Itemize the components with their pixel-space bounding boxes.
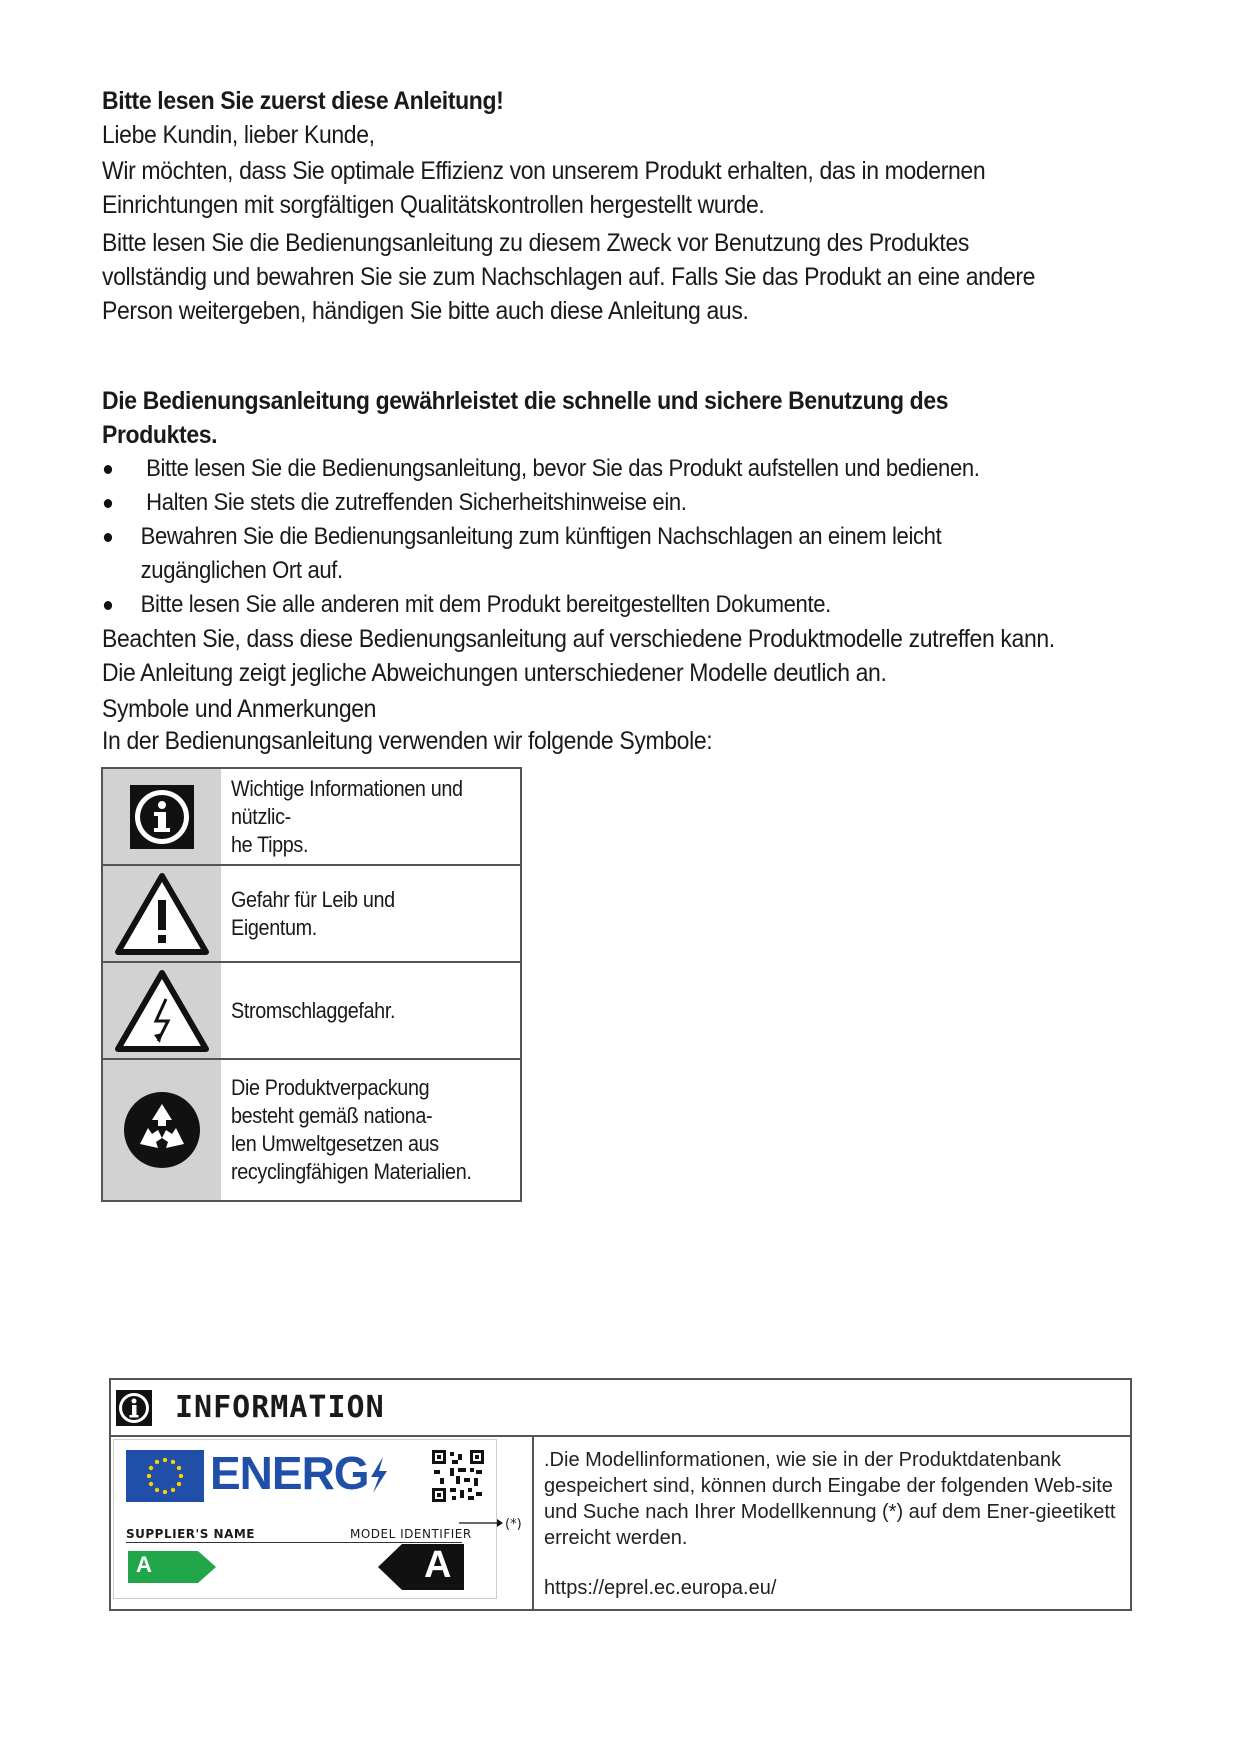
manual-note: Beachten Sie, dass diese Bedienungsanleitung auf verschiedene Produktmodelle zutreffen kann. Die Anleitung zeigt jegliche Abweichungen unterschiedener Modelle deutlich an. — [102, 625, 1055, 687]
recycling-icon — [103, 1060, 221, 1200]
asterisk-marker: (*) — [505, 1517, 522, 1532]
list-item: Halten Sie stets die zutreffenden Sicherheitshinweise ein. — [102, 486, 1059, 520]
symbols-intro: In der Bedienungsanleitung verwenden wir folgende Symbole: — [102, 727, 713, 755]
info-icon — [115, 1389, 153, 1427]
energy-brand: ENERG — [210, 1446, 389, 1500]
manual-heading: Die Bedienungsanleitung gewährleistet die schnelle und sichere Benutzung des Produktes. — [102, 387, 949, 449]
manual-section — [102, 384, 1059, 690]
qr-code-icon — [432, 1450, 484, 1502]
symbol-description: Stromschlaggefahr. — [231, 997, 396, 1023]
symbols-table — [101, 767, 522, 1202]
list-item: Bewahren Sie die Bedienungsanleitung zum künftigen Nachschlagen an einem leicht zugänglichen Ort auf. — [102, 520, 1059, 588]
intro-paragraph-1: Wir möchten, dass Sie optimale Effizienz von unserem Produkt erhalten, das in modernen Einrichtungen mit sorgfältigen Qualitätskontrollen hergestellt wurde. — [102, 157, 986, 219]
energy-label — [113, 1439, 497, 1599]
warning-icon — [103, 866, 221, 961]
electric-shock-icon — [103, 963, 221, 1058]
eprel-link[interactable]: https://eprel.ec.europa.eu/ — [544, 1577, 777, 1599]
table-row — [103, 866, 520, 963]
intro-paragraph-2: Bitte lesen Sie die Bedienungsanleitung zu diesem Zweck vor Benutzung des Produktes vollständig und bewahren Sie sie zum Nachschlagen auf. Falls Sie das Produkt an eine andere Person weitergeben, händigen Sie bitte auch diese Anleitung aus. — [102, 229, 1036, 325]
table-row — [103, 1060, 520, 1200]
arrow-icon — [459, 1517, 503, 1529]
information-text-section — [534, 1437, 1130, 1611]
list-item: Bitte lesen Sie die Bedienungsanleitung, bevor Sie das Produkt aufstellen und bedienen. — [102, 452, 1059, 486]
information-header — [111, 1380, 1130, 1437]
table-row — [103, 963, 520, 1060]
model-identifier: MODEL IDENTIFIER — [350, 1527, 472, 1541]
symbol-description: Gefahr für Leib und Eigentum. — [231, 886, 395, 940]
symbol-description: Wichtige Informationen und nützlic- he Tipps. — [231, 775, 463, 857]
information-title: INFORMATION — [175, 1390, 385, 1425]
energy-class-small: A — [136, 1552, 152, 1577]
salutation: Liebe Kundin, lieber Kunde, — [102, 121, 375, 149]
symbols-section — [102, 692, 1059, 758]
supplier-name: SUPPLIER'S NAME — [126, 1527, 255, 1541]
symbol-description: Die Produktverpackung besteht gemäß nationa- len Umweltgesetzen aus recyclingfähigen Materialien. — [231, 1075, 472, 1184]
divider — [126, 1542, 462, 1543]
energy-label-section — [111, 1437, 534, 1611]
symbols-title: Symbole und Anmerkungen — [102, 695, 377, 723]
list-item: Bitte lesen Sie alle anderen mit dem Produkt bereitgestellten Dokumente. — [102, 588, 1059, 622]
manual-bullets — [102, 452, 1059, 622]
energy-class-big: A — [424, 1544, 452, 1586]
eu-flag-icon — [126, 1450, 204, 1502]
information-text: .Die Modellinformationen, wie sie in der Produktdatenbank gespeichert sind, können durch Eingabe der folgenden Web-site und Suche nach Ihrer Modellkennung (*) auf dem Ener-gieetikett erreicht werden. — [544, 1449, 1116, 1549]
information-box — [109, 1378, 1132, 1611]
table-row — [103, 769, 520, 866]
intro-heading: Bitte lesen Sie zuerst diese Anleitung! — [102, 87, 504, 115]
intro-section — [102, 84, 1059, 328]
info-icon — [103, 769, 221, 864]
